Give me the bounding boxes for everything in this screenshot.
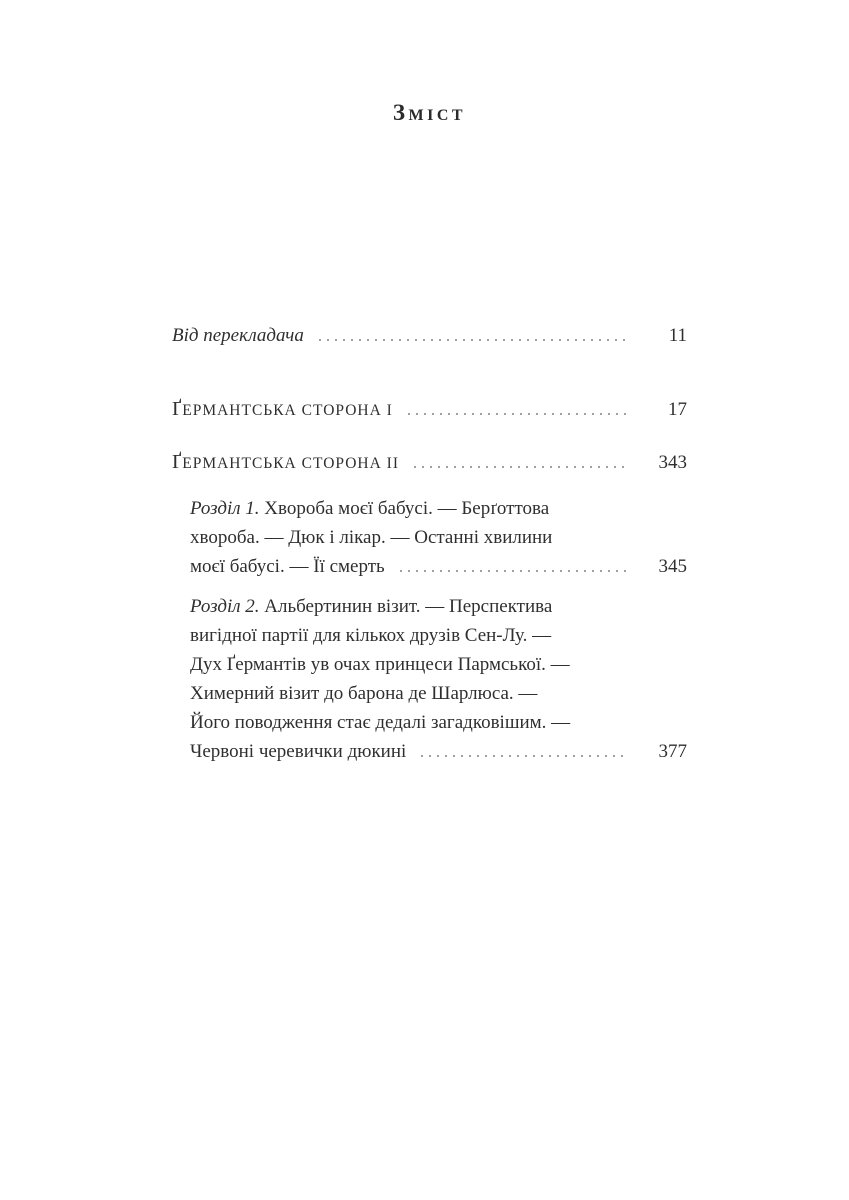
chapter-line-text: Альбертинин візит. — Перспектива	[264, 596, 553, 617]
entry-label: ҐЕРМАНТСЬКА СТОРОНА І	[172, 398, 393, 420]
chapter-line: вигідної партії для кількох друзів Сен-Лу. —	[190, 625, 552, 646]
chapter-line-text: Червоні черевички дюкині	[190, 741, 407, 762]
dotted-leader	[408, 413, 627, 415]
entry-label: ҐЕРМАНТСЬКА СТОРОНА ІІ	[172, 451, 399, 473]
toc-entry-chapter-1	[190, 494, 687, 581]
page-number: 377	[658, 741, 687, 762]
toc-entry-translator-note	[172, 321, 687, 350]
chapter-line: Дух Ґермантів ув очах принцеси Пармської. —	[190, 654, 570, 675]
dotted-leader	[400, 570, 627, 572]
toc-entry-part-1	[172, 395, 687, 425]
dotted-leader	[421, 755, 627, 757]
toc-entry-part-2	[172, 448, 687, 478]
chapter-line	[190, 494, 687, 523]
chapter-line: Його поводження стає дедалі загадковішим. —	[190, 712, 571, 733]
chapter-line: хвороба. — Дюк і лікар. — Останні хвилини	[190, 527, 553, 548]
page-number: 17	[668, 399, 687, 420]
page-number: 343	[658, 452, 687, 473]
chapter-line	[190, 592, 687, 621]
chapter-line-text: Хвороба моєї бабусі. — Берґоттова	[264, 498, 550, 519]
chapter-last-line	[190, 552, 687, 581]
page-title: Зміст	[392, 100, 467, 125]
chapter-line-text: моєї бабусі. — Її смерть	[190, 556, 385, 577]
toc-entry-chapter-2	[190, 592, 687, 766]
chapter-line: Химерний візит до барона де Шарлюса. —	[190, 683, 538, 704]
chapter-number-label: Розділ 2.	[190, 596, 260, 617]
page-number: 345	[658, 556, 687, 577]
chapter-last-line	[190, 737, 687, 766]
page-number: 11	[668, 325, 687, 346]
chapter-number-label: Розділ 1.	[190, 498, 260, 519]
table-of-contents	[172, 0, 687, 766]
entry-label: Від перекладача	[172, 325, 304, 346]
dotted-leader	[319, 339, 627, 341]
dotted-leader	[414, 466, 627, 468]
